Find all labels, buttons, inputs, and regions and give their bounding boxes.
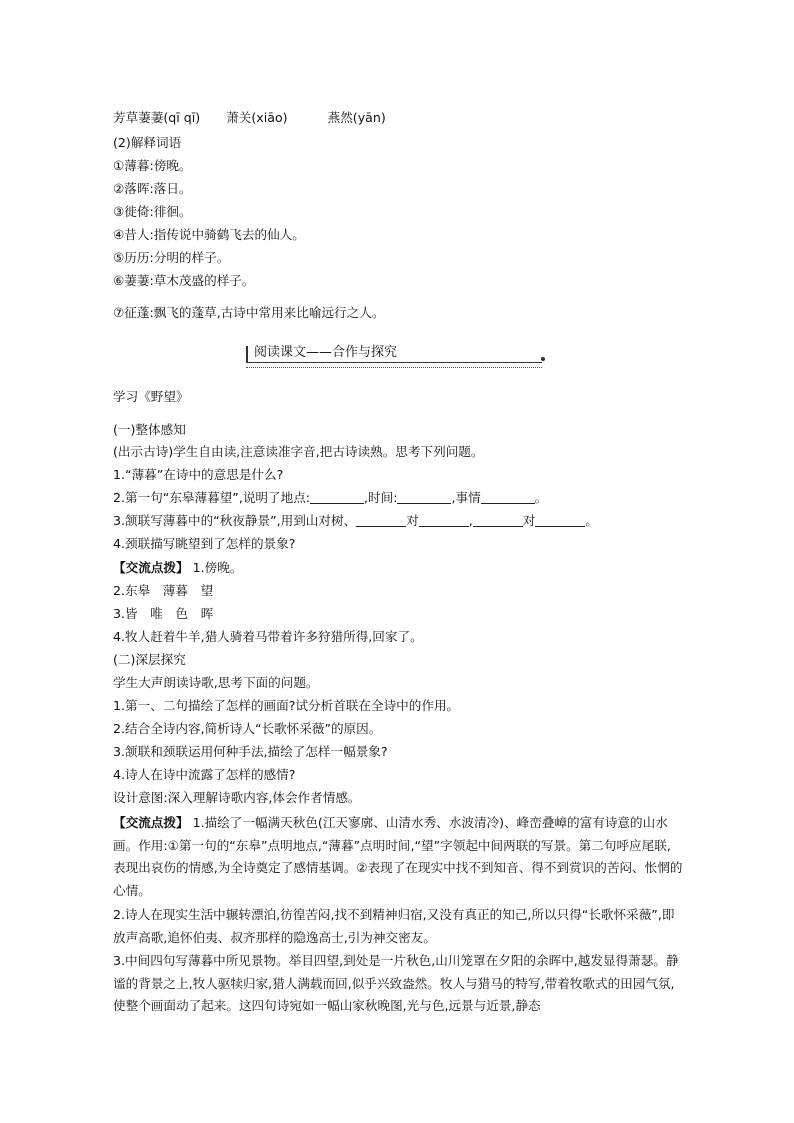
- answer-blank[interactable]: [310, 491, 364, 504]
- vocab-item: ⑥萋萋:草木茂盛的样子。: [113, 273, 255, 288]
- vocab-header: (2)解释词语: [113, 135, 182, 150]
- part2-answer-3: 3.中间四句写薄暮中所见景物。举目四望,到处是一片秋色,山川笼罩在夕阳的余晖中,越发显得萧瑟。静谧的背景之上,牧人驱犊归家,猎人满载而回,似乎兴致盎然。牧人与猎马的特写,带着牧歌式的田园气氛,使整个画面动了起来。这四句诗宛如一幅山家秋晚图,光与色,远景与近景,静态: [113, 953, 679, 1014]
- section-heading: [246, 342, 542, 366]
- question-text: 2.第一句“东皋薄暮望”,说明了地点:: [113, 490, 311, 505]
- vocab-item: ⑦征蓬:飘飞的蓬草,古诗中常用来比喻远行之人。: [113, 305, 385, 320]
- answer-text: 1.傍晚。: [192, 560, 243, 575]
- question-text: 。: [585, 513, 598, 528]
- part2-answer-2: 2.诗人在现实生活中辗转漂泊,彷徨苦闷,找不到精神归宿,又没有真正的知己,所以只得“长歌怀采薇”,即放声高歌,追怀伯夷、叔齐那样的隐逸高士,引为神交密友。: [113, 907, 675, 945]
- exchange-tag: 【交流点拨】: [113, 560, 189, 575]
- heading-bar: [246, 346, 248, 362]
- question-text: ,时间:: [364, 490, 398, 505]
- heading-rule: [246, 362, 542, 368]
- question-text: 3.颔联写薄暮中的“秋夜静景”,用到山对树、: [113, 513, 357, 528]
- heading-dot: [541, 357, 545, 361]
- part1-answer-4: 4.牧人赶着牛羊,猎人骑着马带着许多狩猎所得,回家了。: [113, 629, 423, 644]
- pinyin-word-2: 萧关(xiāo): [226, 110, 288, 125]
- vocab-item: ②落晖:落日。: [113, 181, 192, 196]
- answer-blank[interactable]: [397, 491, 451, 504]
- part2-question-4: 4.诗人在诗中流露了怎样的感情?: [113, 767, 296, 782]
- part2-title: (二)深层探究: [113, 652, 186, 667]
- vocab-item: ④昔人:指传说中骑鹤飞去的仙人。: [113, 227, 305, 242]
- answer-blank[interactable]: [419, 514, 469, 527]
- question-text: ,事情: [451, 490, 481, 505]
- vocab-item: ⑤历历:分明的样子。: [113, 250, 230, 265]
- part2-question-2: 2.结合全诗内容,简析诗人“长歌怀采薇”的原因。: [113, 721, 382, 736]
- vocab-item: ③徙倚:徘徊。: [113, 204, 192, 219]
- part1-question-2: [113, 489, 683, 507]
- answer-blank[interactable]: [481, 491, 535, 504]
- part2-answer-1: [113, 812, 683, 902]
- answer-blank[interactable]: [473, 514, 523, 527]
- vocab-item: ①薄暮:傍晚。: [113, 158, 192, 173]
- answer-blank[interactable]: [535, 514, 585, 527]
- part1-answer-3: 3.皆 唯 色 晖: [113, 606, 214, 621]
- answer-blank[interactable]: [356, 514, 406, 527]
- answer-text: 1.描绘了一幅满天秋色(江天寥廓、山清水秀、水波清冷)、峰峦叠嶂的富有诗意的山水画。作用:①第一句的“东皋”点明地点,“薄暮”点明时间,“望”字领起中间两联的写景。第二句呼应尾联,表现出哀伤的情感,为全诗奠定了感情基调。②表现了在现实中找不到知音、得不到赏识的苦闷、怅惘的心情。: [113, 815, 683, 898]
- part2-question-1: 1.第一、二句描绘了怎样的画面?试分析首联在全诗中的作用。: [113, 698, 460, 713]
- part1-question-4: 4.颈联描写眺望到了怎样的景象?: [113, 536, 296, 551]
- section-heading-title: 阅读课文——合作与探究: [254, 345, 398, 360]
- question-text: 对: [522, 513, 536, 528]
- part1-answer-2: 2.东皋 薄暮 望: [113, 583, 214, 598]
- question-text: 。: [534, 490, 548, 505]
- part2-question-3: 3.颔联和颈联运用何种手法,描绘了怎样一幅景象?: [113, 744, 388, 759]
- pinyin-word-3: 燕然(yān): [327, 110, 386, 125]
- part1-question-1: 1.“薄暮”在诗中的意思是什么?: [113, 467, 284, 482]
- design-intent: 设计意图:深入理解诗歌内容,体会作者情感。: [113, 790, 361, 805]
- pinyin-line: [113, 109, 683, 127]
- question-text: 对: [406, 513, 419, 528]
- part1-title: (一)整体感知: [113, 422, 186, 437]
- part2-intro: 学生大声朗读诗歌,思考下面的问题。: [113, 675, 319, 690]
- question-text: ,: [468, 513, 473, 528]
- part1-answer-1: [113, 559, 683, 577]
- part1-intro: (出示古诗)学生自由读,注意读准字音,把古诗读熟。思考下列问题。: [113, 444, 484, 459]
- exchange-tag: 【交流点拨】: [113, 815, 189, 830]
- part1-question-3: [113, 512, 683, 530]
- study-title: 学习《野望》: [113, 389, 189, 404]
- pinyin-word-1: 芳草萋萋(qī qī): [113, 110, 201, 125]
